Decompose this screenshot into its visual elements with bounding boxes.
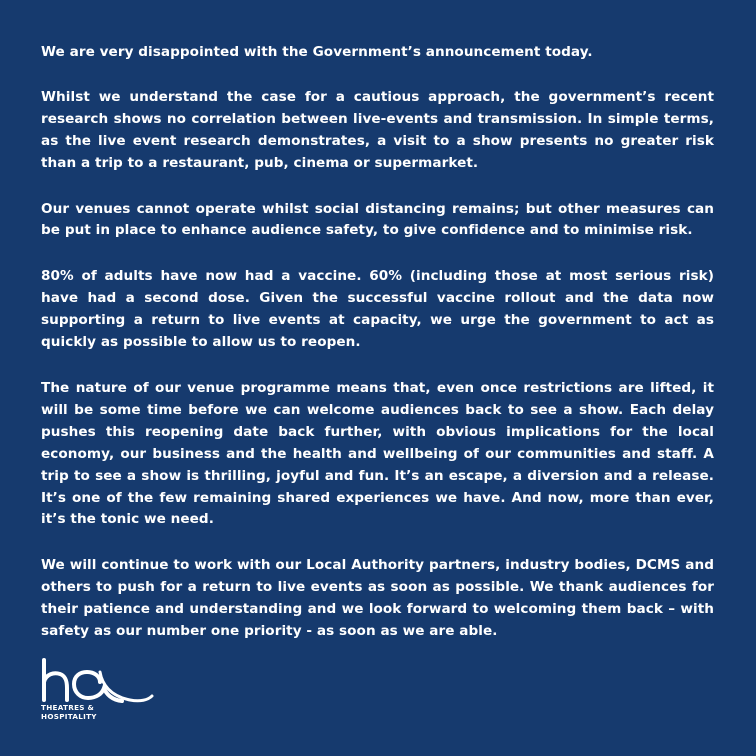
statement-body	[41, 42, 714, 667]
statement-paragraph-6: We will continue to work with our Local Authority partners, industry bodies, DCMS and others to push for a return to live events as soon as possible. We thank audiences for their patience and understanding and we look forward to welcoming them back – with safety as our number one priority - as soon as we are able.	[41, 557, 714, 640]
logo-wordmark	[41, 704, 97, 721]
logo-line-2: HOSPITALITY	[41, 711, 97, 721]
statement-paragraph-2: Whilst we understand the case for a cautious approach, the government’s recent research shows no correlation between live-events and transmission. In simple terms, as the live event research demonstrates, a visit to a show presents no greater risk than a trip to a restaurant, pub, cinema or supermarket.	[41, 88, 714, 171]
statement-paragraph-3: Our venues cannot operate whilst social distancing remains; but other measures can be put in place to enhance audience safety, to give confidence and to minimise risk.	[41, 200, 714, 239]
statement-paragraph-4: 80% of adults have now had a vaccine. 60% (including those at most serious risk) have had a second dose. Given the successful vaccine rollout and the data now supporting a return to live events at capacity, we urge the government to act as quickly as possible to allow us to reopen.	[41, 268, 714, 351]
statement-paragraph-5: The nature of our venue programme means that, even once restrictions are lifted, it will be some time before we can welcome audiences back to see a show. Each delay pushes this reopening date back further, with obvious implications for the local economy, our business and the health and wellbeing of our communities and staff. A trip to see a show is thrilling, joyful and fun. It’s an escape, a diversion and a release. It’s one of the few remaining shared experiences we have. And now, more than ever, it’s the tonic we need.	[41, 379, 714, 528]
statement-paragraph-1: We are very disappointed with the Government’s announcement today.	[41, 44, 593, 60]
logo-line-1: THEATRES &	[41, 703, 95, 712]
hq-logo	[40, 658, 160, 728]
hq-logo-mark-icon	[40, 658, 160, 706]
